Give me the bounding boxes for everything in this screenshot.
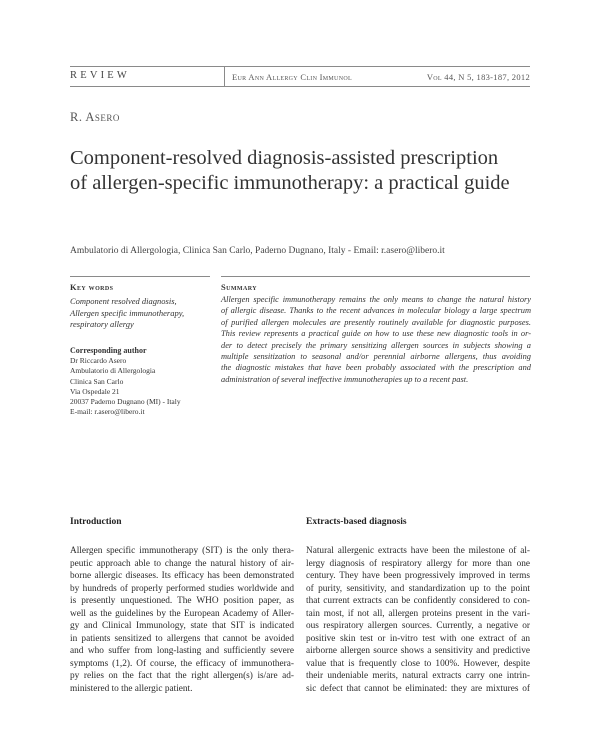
keywords-list <box>70 296 215 331</box>
body-line: value that is frequently close to 100%. However, despite <box>306 658 530 669</box>
introduction-heading: Introduction <box>70 517 122 527</box>
body-line: gy and Clinical Immunology, state that SIT is indicated <box>70 621 294 631</box>
body-line: py relies on the fact that the right allergen(s) is/are ad- <box>70 671 294 681</box>
body-line: airborne allergen source shows a sensitivity and predictive <box>306 646 530 656</box>
body-line: Natural allergenic extracts have been the milestone of al- <box>306 546 530 556</box>
corresponding-author <box>70 346 215 417</box>
title-line: Component-resolved diagnosis-assisted prescription <box>70 147 499 169</box>
introduction-text <box>70 545 294 695</box>
corresponding-line: Clinica San Carlo <box>70 376 124 386</box>
body-line: in patients sensitized to allergens that cannot be avoided <box>70 633 294 644</box>
header-bottom-rule <box>70 86 530 87</box>
summary-line: multiple sensitization to seasonal and/or perennial airborne allergens, thus avoiding <box>221 352 531 362</box>
body-line: by hundreds of properly performed studies worldwide and <box>70 583 294 594</box>
keyword: respiratory allergy <box>70 319 134 329</box>
section-label: REVIEW <box>70 70 131 81</box>
affiliation: Ambulatorio di Allergologia, Clinica San Carlo, Paderno Dugnano, Italy - Email: r.asero@libero.it <box>70 246 445 256</box>
summary-line: of purified allergen molecules are presently routinely available for diagnostic purposes. <box>221 317 531 327</box>
body-line: century. They have been progressively improved in terms <box>306 571 530 581</box>
volume-info: Vol 44, N 5, 183-187, 2012 <box>426 72 530 82</box>
body-line: symptoms (1,2). Of course, the efficacy of immunothera- <box>70 658 294 669</box>
header-top-rule <box>70 66 530 67</box>
summary-line: of allergic disease. Thanks to the recent advances in molecular biology a large spectrum <box>221 306 531 316</box>
body-line: and who suffer from long-lasting and sufficiently severe <box>70 646 294 656</box>
extracts-text <box>306 545 530 695</box>
corresponding-line: Ambulatorio di Allergologia <box>70 366 156 376</box>
keyword: Allergen specific immunotherapy, <box>70 307 185 318</box>
body-line: borne allergic diseases. Its efficacy has been demonstrated <box>70 571 294 581</box>
body-line: Allergen specific immunotherapy (SIT) is the only thera- <box>70 546 294 556</box>
body-line: tain most, if not all, allergen proteins present in the vari- <box>306 608 530 619</box>
summary-line: the diagnostic mistakes that have been probably associated with the prescription and <box>221 363 531 373</box>
body-line: ous respiratory allergen sources. Currently, a negative or <box>306 621 530 631</box>
body-line: sic defect that cannot be eliminated: they are mixtures of <box>306 683 530 694</box>
summary-heading: Summary <box>221 282 257 292</box>
body-line: lergy diagnosis of respiratory allergy for more than one <box>306 558 530 569</box>
summary-line: administration of several ineffective immunotherapies up to a recent past. <box>221 374 469 384</box>
summary-line: der to detect precisely the primary sensitizing allergen sources in subjects showing a <box>221 340 531 350</box>
summary-line: Allergen specific immunotherapy remains the only means to change the natural history <box>221 295 531 304</box>
body-line: ministered to the allergic patient. <box>70 683 193 694</box>
article-title <box>70 146 540 196</box>
body-line: that current extracts can be confidently considered to con- <box>306 596 530 606</box>
summary-text <box>221 294 531 385</box>
summary-line: This review represents a practical guide on how to use these new diagnostic tools in or- <box>221 329 531 339</box>
header-divider <box>224 66 225 86</box>
body-line: is presently unquestioned. The WHO position paper, as <box>70 596 294 606</box>
summary-rule <box>221 276 530 277</box>
corresponding-email: E-mail: r.asero@libero.it <box>70 407 145 417</box>
keywords-rule <box>70 276 210 277</box>
body-line: their undeniable merits, natural extracts carry one intrin- <box>306 671 530 681</box>
extracts-heading: Extracts-based diagnosis <box>306 517 407 527</box>
corresponding-line: Dr Riccardo Asero <box>70 356 127 366</box>
corresponding-line: Via Ospedale 21 <box>70 386 120 396</box>
author-name: R. Asero <box>70 110 120 124</box>
journal-name: Eur Ann Allergy Clin Immunol <box>232 72 352 82</box>
keyword: Component resolved diagnosis, <box>70 296 177 306</box>
body-line: well as the guidelines by the European Academy of Aller- <box>70 608 294 619</box>
title-line: of allergen-specific immunotherapy: a practical guide <box>70 172 510 194</box>
body-line: positive skin test or in-vitro test with one extract of an <box>306 633 530 644</box>
body-line: of purity, sensitivity, and standardization up to the point <box>306 583 530 594</box>
corresponding-heading: Corresponding author <box>70 346 147 355</box>
keywords-heading: Key words <box>70 282 114 292</box>
corresponding-line: 20037 Paderno Dugnano (MI) - Italy <box>70 397 181 407</box>
body-line: peutic approach able to change the natural history of air- <box>70 558 294 569</box>
